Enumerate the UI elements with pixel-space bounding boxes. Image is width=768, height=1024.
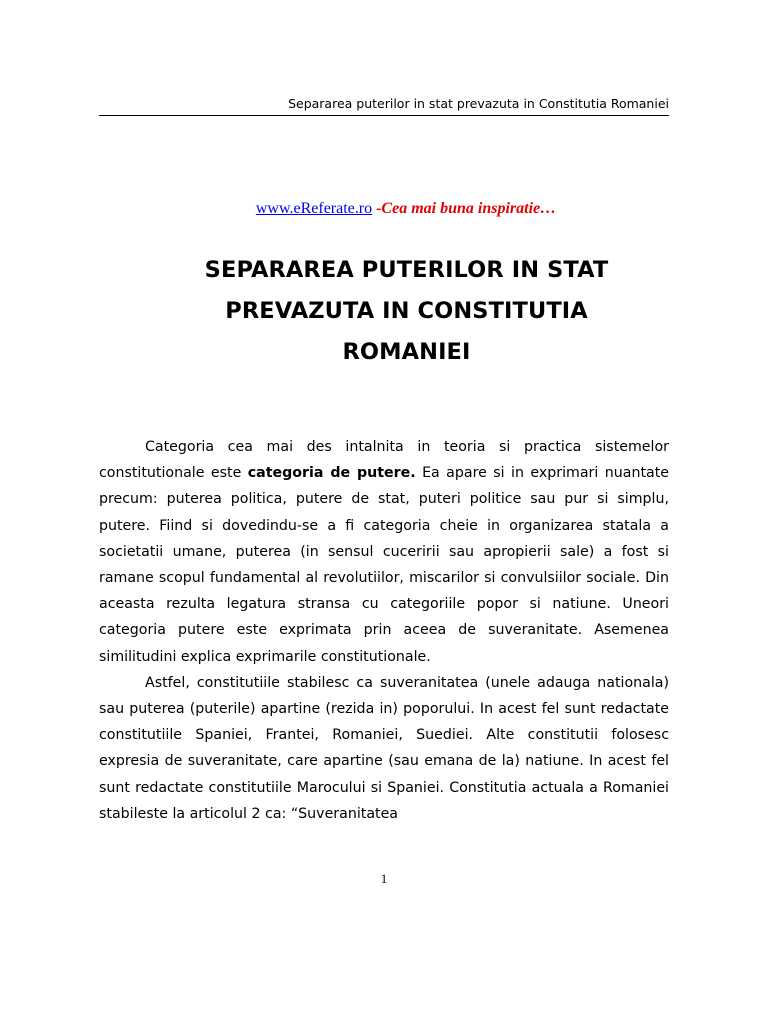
paragraph-1-start: Categoria cea mai des intalnita in teoria si practica sistemelor constitutionale este [99, 439, 669, 482]
title-line-1: SEPARAREA PUTERILOR IN STAT [204, 257, 609, 283]
paragraph-1 [99, 434, 669, 670]
paragraph-2: Astfel, constitutiile stabilesc ca suveranitatea (unele adauga nationala) sau puterea (puterile) apartine (rezida in) poporului. In acest fel sunt redactate constitutiile Spaniei, Frantei, Romaniei, Suediei. Alte constitutii folosesc expresia de suveranitate, care apartine (sau emana de la) natiune. In acest fel sunt redactate constitutiile Marocului si Spaniei. Constitutia actuala a Romaniei stabileste la articolul 2 ca: “Suveranitatea [99, 674, 669, 822]
key-term: categoria de putere. [247, 465, 416, 482]
site-separator: - [372, 200, 382, 217]
running-header: Separarea puterilor in stat prevazuta in Constitutia Romaniei [288, 96, 669, 111]
document-title [99, 250, 714, 373]
site-banner [0, 199, 768, 219]
paragraph-1-rest: Ea apare si in exprimari nuantate precum: puterea politica, putere de stat, puteri politice sau pur si simplu, putere. Fiind si dovedindu-se a fi categoria cheie in organizarea statala a societatii umane, puterea (in sensul cuceririi sau apropierii sale) a fost si ramane scopul fundamental al revolutiilor, miscarilor si convulsiilor sociale. Din aceasta rezulta legatura stransa cu categoriile popor si natiune. Uneori categoria putere este exprimata prin aceea de suveranitate. Asemenea similitudini explica exprimarile constitutionale. [99, 465, 669, 665]
site-link[interactable]: www.eReferate.ro [255, 200, 373, 217]
body-text [99, 434, 669, 827]
site-tagline: Cea mai buna inspiratie… [381, 200, 557, 217]
header-rule [99, 115, 669, 116]
title-line-2: PREVAZUTA IN CONSTITUTIA [225, 298, 588, 324]
page-number: 1 [380, 871, 388, 886]
title-line-3: ROMANIEI [342, 339, 471, 365]
